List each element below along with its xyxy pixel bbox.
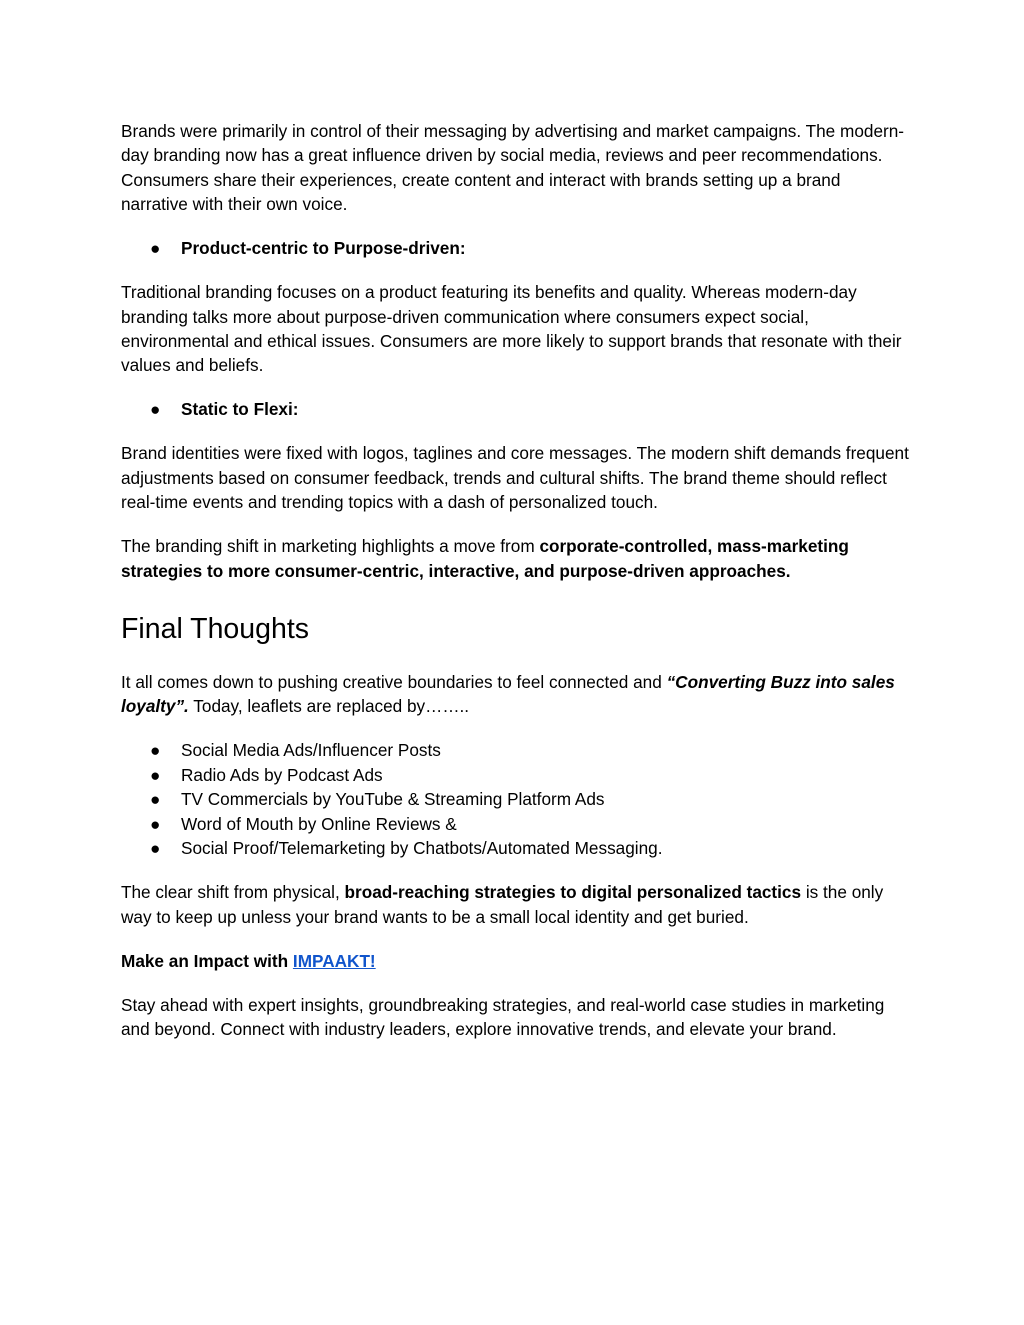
bullet-icon: ● bbox=[150, 838, 161, 859]
paragraph-stay-ahead: Stay ahead with expert insights, groundbreaking strategies, and real-world case studies in marketing and beyond. Connect with industry leaders, explore innovative trends, and elevate your brand. bbox=[121, 994, 885, 1039]
bullet-heading-static-flexi bbox=[121, 397, 911, 421]
bullet-heading-list-1 bbox=[121, 236, 911, 260]
list-item bbox=[121, 812, 911, 836]
paragraph-traditional-branding: Traditional branding focuses on a product featuring its benefits and quality. Whereas modern-day branding talks more about purpose-driven communication where consumers expect social, environmental and ethical issues. Consumers are more likely to support brands that resonate with their values and beliefs. bbox=[121, 282, 902, 376]
paragraph-call-to-action bbox=[121, 949, 911, 973]
section-heading-final-thoughts: Final Thoughts bbox=[121, 613, 310, 646]
branding-shift-bold: corporate-controlled, mass-marketing strategies to more consumer-centric, interactive, and purpose-driven approaches. bbox=[121, 536, 849, 581]
creative-lead: It all comes down to pushing creative boundaries to feel connected and bbox=[121, 672, 667, 693]
converting-buzz-quote: “Converting Buzz into sales loyalty”. bbox=[121, 672, 895, 717]
list-item bbox=[121, 763, 911, 787]
list-item-text: TV Commercials by YouTube & Streaming Platform Ads bbox=[181, 789, 605, 810]
list-item-text: Social Proof/Telemarketing by Chatbots/Automated Messaging. bbox=[181, 838, 663, 859]
bullet-icon: ● bbox=[150, 789, 161, 810]
list-item bbox=[121, 836, 911, 860]
paragraph-creative-boundaries bbox=[121, 670, 911, 719]
creative-tail: Today, leaflets are replaced by…….. bbox=[188, 696, 470, 717]
replacement-list bbox=[121, 738, 911, 860]
bullet-icon: ● bbox=[150, 238, 161, 259]
bullet-heading-product-centric bbox=[121, 236, 911, 260]
paragraph-branding-shift bbox=[121, 534, 911, 583]
bullet-heading-list-2 bbox=[121, 397, 911, 421]
clear-shift-tail: is the only way to keep up unless your brand wants to be a small local identity and get buried. bbox=[121, 882, 884, 927]
paragraph-clear-shift bbox=[121, 880, 911, 929]
clear-shift-lead: The clear shift from physical, bbox=[121, 882, 345, 903]
list-item bbox=[121, 787, 911, 811]
bullet-icon: ● bbox=[150, 813, 161, 834]
bullet-icon: ● bbox=[150, 740, 161, 761]
paragraph-brand-control: Brands were primarily in control of their messaging by advertising and market campaigns. The modern-day branding now has a great influence driven by social media, reviews and peer recommendations. Consumers share their experiences, create content and interact with brands setting up a brand narrative with their own voice. bbox=[121, 121, 905, 215]
list-item-text: Radio Ads by Podcast Ads bbox=[181, 764, 383, 785]
document-page bbox=[121, 119, 911, 1061]
bullet-heading-label: Static to Flexi: bbox=[181, 399, 299, 420]
bullet-icon: ● bbox=[150, 399, 161, 420]
bullet-icon: ● bbox=[150, 764, 161, 785]
branding-shift-lead: The branding shift in marketing highlights a move from bbox=[121, 536, 540, 557]
bullet-heading-label: Product-centric to Purpose-driven: bbox=[181, 238, 466, 259]
list-item bbox=[121, 738, 911, 762]
list-item-text: Word of Mouth by Online Reviews & bbox=[181, 813, 457, 834]
cta-lead: Make an Impact with bbox=[121, 950, 293, 971]
list-item-text: Social Media Ads/Influencer Posts bbox=[181, 740, 441, 761]
impaakt-link[interactable]: IMPAAKT! bbox=[292, 950, 376, 971]
clear-shift-bold: broad-reaching strategies to digital personalized tactics bbox=[344, 882, 802, 903]
paragraph-brand-identities: Brand identities were fixed with logos, taglines and core messages. The modern shift demands frequent adjustments based on consumer feedback, trends and cultural shifts. The brand theme should reflect real-time events and trending topics with a dash of personalized touch. bbox=[121, 443, 909, 513]
